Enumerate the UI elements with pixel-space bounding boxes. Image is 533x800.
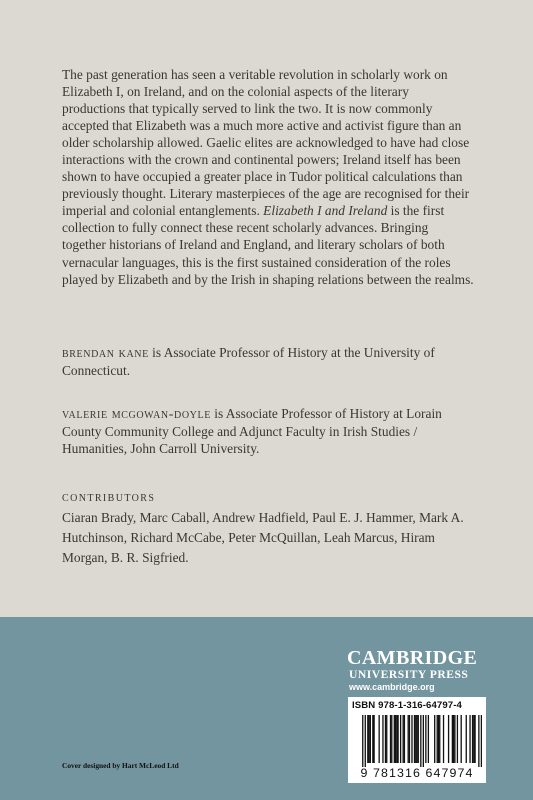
barcode-bar	[404, 715, 405, 763]
author-bio-text: is Associate Professor of History at the University of Connecticut.	[62, 345, 435, 379]
barcode-bar	[390, 715, 391, 763]
barcode-bar	[379, 715, 380, 763]
barcode-bar	[420, 715, 421, 767]
barcode-bar	[437, 715, 438, 763]
barcode-bar	[434, 715, 435, 763]
barcode-bar	[454, 715, 455, 763]
contributors-heading: CONTRIBUTORS	[62, 493, 156, 504]
barcode-bar	[478, 715, 479, 767]
barcode-bar	[428, 715, 429, 763]
barcode-bar	[453, 715, 454, 763]
barcode-digits: 9 781316 647974	[360, 766, 474, 780]
barcode-bar	[457, 715, 458, 763]
author-bio-mcgowan-doyle	[62, 405, 474, 458]
barcode-bar	[439, 715, 440, 763]
barcode-bar	[473, 715, 474, 763]
barcode-bar	[474, 715, 475, 763]
barcode-bar	[438, 715, 439, 763]
publisher-subname: UNIVERSITY PRESS	[349, 668, 469, 681]
barcode-bar	[414, 715, 415, 763]
book-title-italic: Elizabeth I and Ireland	[263, 203, 388, 219]
author-name: valerie mcgowan-doyle	[62, 407, 211, 422]
publisher-url: www.cambridge.org	[349, 682, 435, 692]
barcode-icon	[352, 715, 482, 767]
barcode-bar	[394, 715, 395, 763]
barcode-bar	[368, 715, 369, 763]
barcode-bar	[443, 715, 444, 763]
barcode-bar	[415, 715, 416, 763]
description-part-2: is the first collection to fully connect these recent scholarly advances. Bringing together historians of Ireland and England, and literary scholars of both vernacular languages, this is the first sustained consideration of the roles played by Elizabeth and by the Irish in shaping relations between the realms.	[62, 203, 474, 287]
author-bio-kane	[62, 344, 474, 379]
barcode-bar	[423, 715, 424, 767]
barcode-bar	[367, 715, 368, 763]
contributors-list: Ciaran Brady, Marc Caball, Andrew Hadfield, Paul E. J. Hammer, Mark A. Hutchinson, Richard McCabe, Peter McQuillan, Leah Marcus, Hiram Morgan, B. R. Sigfried.	[62, 510, 464, 566]
cover-credit: Cover designed by Hart McLeod Ltd	[62, 761, 179, 770]
barcode-bar	[397, 715, 398, 763]
barcode-bar	[409, 715, 410, 763]
barcode-bar	[472, 715, 473, 763]
author-bio-text: is Associate Professor of History at Lorain County Community College and Adjunct Faculty in Irish Studies / Humanities, John Carroll University.	[62, 406, 442, 457]
barcode-bar	[370, 715, 371, 763]
barcode-bar	[425, 715, 426, 763]
barcode-bar	[461, 715, 462, 763]
barcode-bar	[452, 715, 453, 763]
publisher-name: CAMBRIDGE	[347, 647, 478, 669]
barcode-bar	[396, 715, 397, 763]
barcode-bar	[386, 715, 387, 763]
barcode-bar	[402, 715, 403, 763]
barcode-bar	[391, 715, 392, 763]
barcode-bar	[372, 715, 373, 763]
barcode-bar	[411, 715, 412, 763]
barcode-bar	[400, 715, 401, 763]
barcode-bar	[469, 715, 470, 763]
barcode-bar	[418, 715, 419, 763]
barcode-bar	[373, 715, 374, 763]
isbn-label: ISBN 978-1-316-64797-4	[352, 700, 462, 711]
barcode-bar	[395, 715, 396, 763]
barcode-panel	[348, 697, 486, 783]
author-name: brendan kane	[62, 346, 149, 361]
barcode-bar	[365, 715, 366, 767]
barcode-bar	[382, 715, 383, 763]
book-description	[62, 66, 474, 288]
publisher-logo	[347, 648, 487, 693]
barcode-bar	[362, 715, 363, 767]
barcode-bar	[448, 715, 449, 763]
barcode-bar	[408, 715, 409, 763]
barcode-bar	[466, 715, 467, 763]
barcode-bar	[385, 715, 386, 763]
barcode-bar	[416, 715, 417, 763]
description-part-1: The past generation has seen a veritable revolution in scholarly work on Elizabeth I, on Ireland, and on the colonial aspects of the literary productions that typically served to link the two. It is now commonly accepted that Elizabeth was a much more active and activist figure than an older scholarship allowed. Gaelic elites are acknowledged to have had close interactions with the crown and continental powers; Ireland itself has been shown to have occupied a greater place in Tudor political calculations than previously thought. Literary masterpieces of the age are recognised for their imperial and colonial entanglements.	[62, 67, 470, 219]
barcode-bar	[481, 715, 482, 767]
